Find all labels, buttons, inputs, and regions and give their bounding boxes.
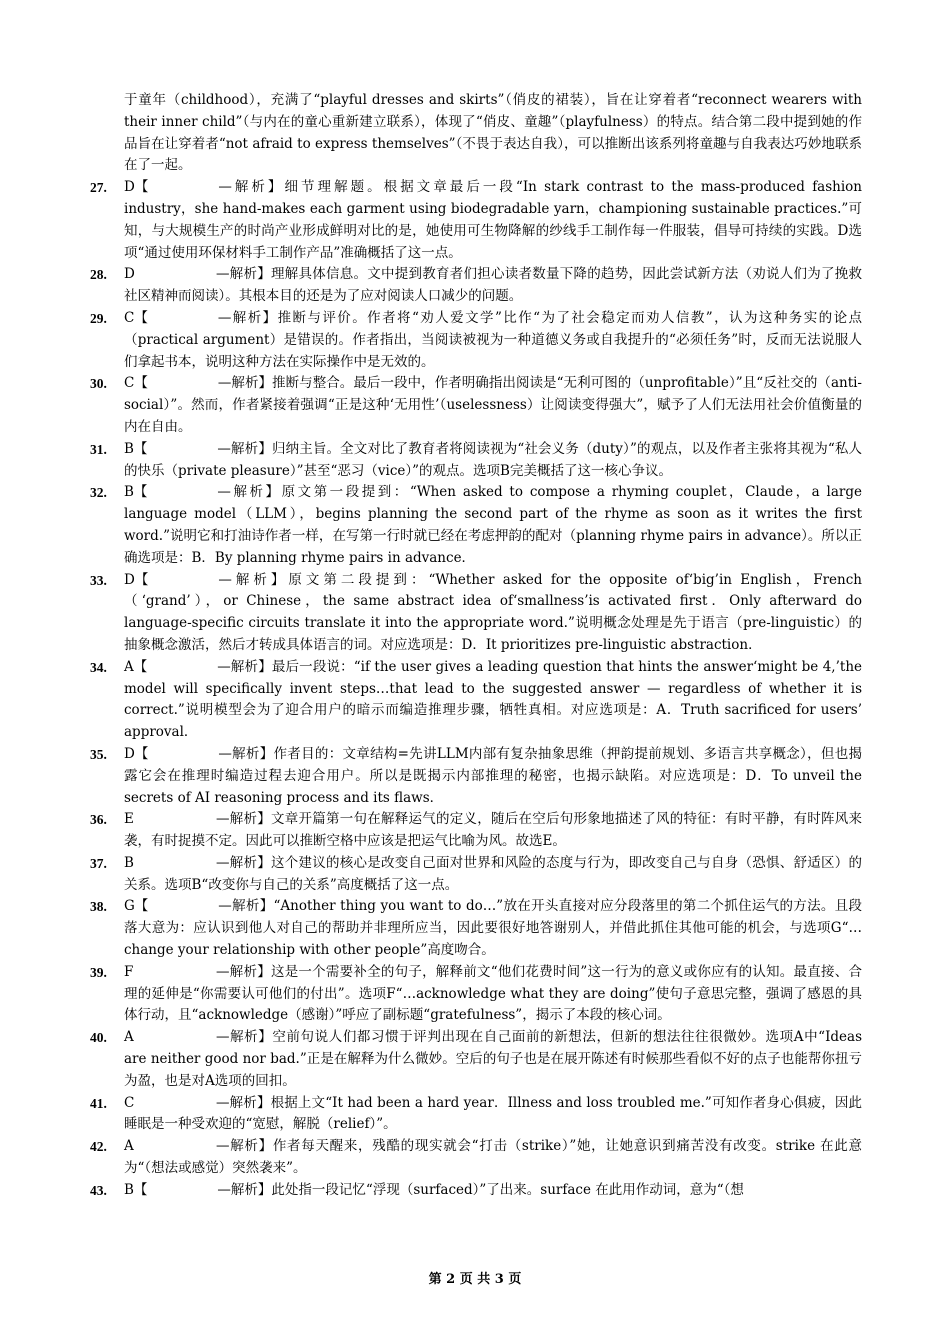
- answer-item: [90, 657, 862, 744]
- analysis-tag: —解析】: [216, 1138, 273, 1155]
- answer-item: [90, 744, 862, 809]
- analysis-tag: —解析】: [216, 811, 271, 828]
- analysis-tag: —解析】: [218, 179, 285, 196]
- analysis-tag: —解析】: [217, 309, 278, 326]
- analysis-text: 理解具体信息。文中提到教育者们担心读者数量下降的趋势，因此尝试新方法（劝说人们为了挽救社区精神而阅读）。其根本目的还是为了应对阅读人口减少的问题。: [124, 266, 862, 305]
- answer-item: [90, 439, 862, 483]
- answer-letter: B【: [124, 484, 148, 501]
- question-number: 37.: [90, 855, 107, 871]
- question-number: 38.: [90, 899, 107, 915]
- question-number: 39.: [90, 964, 107, 980]
- analysis-tag: —解析】: [217, 440, 272, 457]
- answer-item: [90, 809, 862, 853]
- analysis-tag: —解析】: [216, 963, 271, 980]
- answer-letter: C【: [124, 375, 148, 392]
- analysis-text: 归纳主旨。全文对比了教育者将阅读视为“社会义务（duty）”的观点，以及作者主张将其视为“私人的快乐（private pleasure）”甚至“恶习（vice）”的观点。选项B完美概括了这一核心争议。: [124, 440, 862, 479]
- analysis-text: 这个建议的核心是改变自己面对世界和风险的态度与行为，即改变自己与自身（恐惧、舒适区）的关系。选项B“改变你与自己的关系”高度概括了这一点。: [124, 854, 862, 893]
- analysis-text: 文章开篇第一句在解释运气的定义，随后在空后句形象地描述了风的特征：有时平静，有时阵风来袭，有时捉摸不定。因此可以推断空格中应该是把运气比喻为风。故选E。: [124, 811, 862, 850]
- question-number: 42.: [90, 1139, 107, 1155]
- analysis-text: 作者每天醒来，残酷的现实就会“打击（strike）”她，让她意识到痛苦没有改变。strike 在此意为“（想法或感觉）突然袭来”。: [124, 1138, 863, 1177]
- question-number: 31.: [90, 441, 107, 457]
- analysis-text: 原文第一段提到：“When asked to compose a rhyming couplet，Claude，a large language model（LLM），begins planning the second part of the rhyme as soon as it writes the first word.”说明它和打油诗作者一样，在写第一行时就已经在考虑押韵的配对（planning rhyme pairs in advance）。所以正确选项是：B．By planning rhyme pairs in advance．: [124, 484, 862, 566]
- question-number: 35.: [90, 746, 107, 762]
- analysis-text: 根据上文“It had been a hard year．Illness and loss troubled me.”可知作者身心俱疲，因此睡眠是一种受欢迎的“宽慰，解脱（relief）”。: [124, 1094, 862, 1133]
- answer-letter: A: [124, 1138, 134, 1155]
- answer-list: [90, 177, 862, 1201]
- analysis-text: 推断与评价。作者将“劝人爱文学”比作“为了社会稳定而劝人信教”，认为这种务实的论点（practical argument）是错误的。作者指出，当阅读被视为一种道德义务或自我提升的“必须任务”时，反而无法说服人们拿起书本，说明这种方法在实际操作中是无效的。: [124, 309, 862, 370]
- answer-item: [90, 482, 862, 569]
- analysis-text: 原文第二段提到：“Whether asked for the opposite of‘big’in English，French（‘grand’），or Chinese，the same abstract idea of‘smallness’is activated first．Only afterward do language-specific circuits translate it into the appropriate word.”说明概念处理是先于语言（pre-linguistic）的抽象概念激活，然后才转成具体语言的词。对应选项是：D．It prioritizes pre-linguistic abstraction．: [124, 571, 862, 653]
- answer-item: [90, 896, 862, 961]
- answer-letter: D: [124, 266, 135, 283]
- analysis-text: 最后一段说：“if the user gives a leading question that hints the answer‘might be 4,’the model will specifically invent steps…that lead to the suggested answer — regardless of whether it is correct.”说明模型会为了迎合用户的暗示而编造推理步骤，牺牲真相。对应选项是：A．Truth sacrificed for users’ approval．: [124, 658, 863, 741]
- answer-letter: F: [124, 963, 134, 980]
- answer-explanations: [90, 90, 862, 1202]
- question-number: 28.: [90, 267, 107, 283]
- answer-item: [90, 373, 862, 438]
- answer-item: [90, 1136, 862, 1180]
- intro-paragraph: 于童年（childhood），充满了“playful dresses and skirts”（俏皮的裙装），旨在让穿着者“reconnect wearers with their inner child”（与内在的童心重新建立联系），体现了“俏皮、童趣”（playfulness）的特点。结合第二段中提到她的作品旨在让穿着者“not afraid to express themselves”（不畏于表达自我），可以推断出该系列将童趣与自我表达巧妙地联系在了一起。: [124, 92, 862, 174]
- analysis-tag: —解析】: [216, 266, 271, 283]
- answer-letter: B: [124, 854, 134, 871]
- question-number: 40.: [90, 1030, 107, 1046]
- analysis-tag: —解析】: [218, 898, 274, 915]
- analysis-tag: —解析】: [217, 484, 282, 501]
- analysis-tag: —解析】: [218, 571, 289, 588]
- analysis-tag: —解析】: [216, 854, 271, 871]
- analysis-tag: —解析】: [216, 1094, 271, 1111]
- answer-item: [90, 570, 862, 657]
- analysis-tag: —解析】: [217, 375, 273, 392]
- answer-letter: C: [124, 1094, 135, 1111]
- answer-item: [90, 1180, 862, 1202]
- analysis-tag: —解析】: [218, 745, 274, 762]
- analysis-text: 空前句说人们都习惯于评判出现在自己面前的新想法，但新的想法往往很微妙。选项A中“Ideas are neither good nor bad.”正是在解释为什么微妙。空后的句子也是在展开陈述有时候那些看似不好的点子也能帮你扭亏为盈，也是对A选项的回扣。: [124, 1029, 863, 1089]
- question-number: 32.: [90, 485, 107, 501]
- question-number: 33.: [90, 572, 107, 588]
- answer-letter: C【: [124, 309, 148, 326]
- answer-item: [90, 853, 862, 897]
- analysis-text: 细节理解题。根据文章最后一段“In stark contrast to the mass-produced fashion industry，she hand-makes each garment using biodegradable yarn，championing sustainable practices.”可知，与大规模生产的时尚产业形成鲜明对比的是，她使用可生物降解的纱线手工制作每一件服装，倡导可持续的实践。D选项“通过使用环保材料手工制作产品”准确概括了这一点。: [124, 179, 862, 261]
- question-number: 27.: [90, 180, 107, 196]
- analysis-tag: —解析】: [217, 658, 272, 675]
- answer-letter: D【: [124, 745, 149, 762]
- question-number: 36.: [90, 812, 107, 828]
- answer-item: [90, 1027, 862, 1092]
- answer-letter: D【: [124, 571, 149, 588]
- answer-letter: G【: [124, 898, 149, 915]
- question-number: 34.: [90, 659, 107, 675]
- answer-item: [90, 177, 862, 264]
- answer-letter: E: [124, 811, 134, 828]
- answer-letter: A: [124, 1029, 134, 1046]
- analysis-text: 作者目的：文章结构=先讲LLM内部有复杂抽象思维（押韵提前规划、多语言共享概念），但也揭露它会在推理时编造过程去迎合用户。所以是既揭示内部推理的秘密，也揭示缺陷。对应选项是：D．To unveil the secrets of AI reasoning process and its flaws．: [124, 745, 862, 806]
- answer-letter: A【: [124, 658, 148, 675]
- analysis-tag: —解析】: [217, 1181, 272, 1198]
- analysis-text: 这是一个需要补全的句子，解释前文“他们花费时间”这一行为的意义或你应有的认知。最直接、合理的延伸是“你需要认可他们的付出”。选项F“…acknowledge what they are doing”使句子意思完整，强调了感恩的具体行动，且“acknowledge（感谢）”呼应了副标题“gratefulness”，揭示了本段的核心词。: [124, 963, 862, 1024]
- question-number: 29.: [90, 310, 107, 326]
- answer-letter: D【: [124, 179, 149, 196]
- analysis-text: “Another thing you want to do…”放在开头直接对应分段落里的第二个抓住运气的方法。且段落大意为：应认识到他人对自己的帮助并非理所应当，因此要很好地答谢别人，并借此抓住其他可能的机会，与选项G“…change your relationship with other people”高度吻合。: [124, 898, 863, 959]
- answer-item: [90, 1093, 862, 1137]
- analysis-tag: —解析】: [216, 1029, 273, 1046]
- analysis-text: 推断与整合。最后一段中，作者明确指出阅读是“无利可图的（unprofitable）”且“反社交的（anti-social）”。然而，作者紧接着强调“正是这种‘无用性’（uselessness）让阅读变得强大”，赋予了人们无法用社会价值衡量的内在自由。: [124, 375, 862, 435]
- question-number: 30.: [90, 376, 107, 392]
- answer-item: [90, 264, 862, 308]
- question-number: 43.: [90, 1182, 107, 1198]
- answer-item: [90, 308, 862, 373]
- answer-letter: B【: [124, 1181, 148, 1198]
- answer-item: [90, 962, 862, 1027]
- page-footer: 第 2 页 共 3 页: [428, 1272, 522, 1287]
- question-number: 41.: [90, 1095, 107, 1111]
- analysis-text: 此处指一段记忆“浮现（surfaced）”了出来。surface 在此用作动词，意为“（想: [271, 1181, 744, 1198]
- answer-letter: B【: [124, 440, 148, 457]
